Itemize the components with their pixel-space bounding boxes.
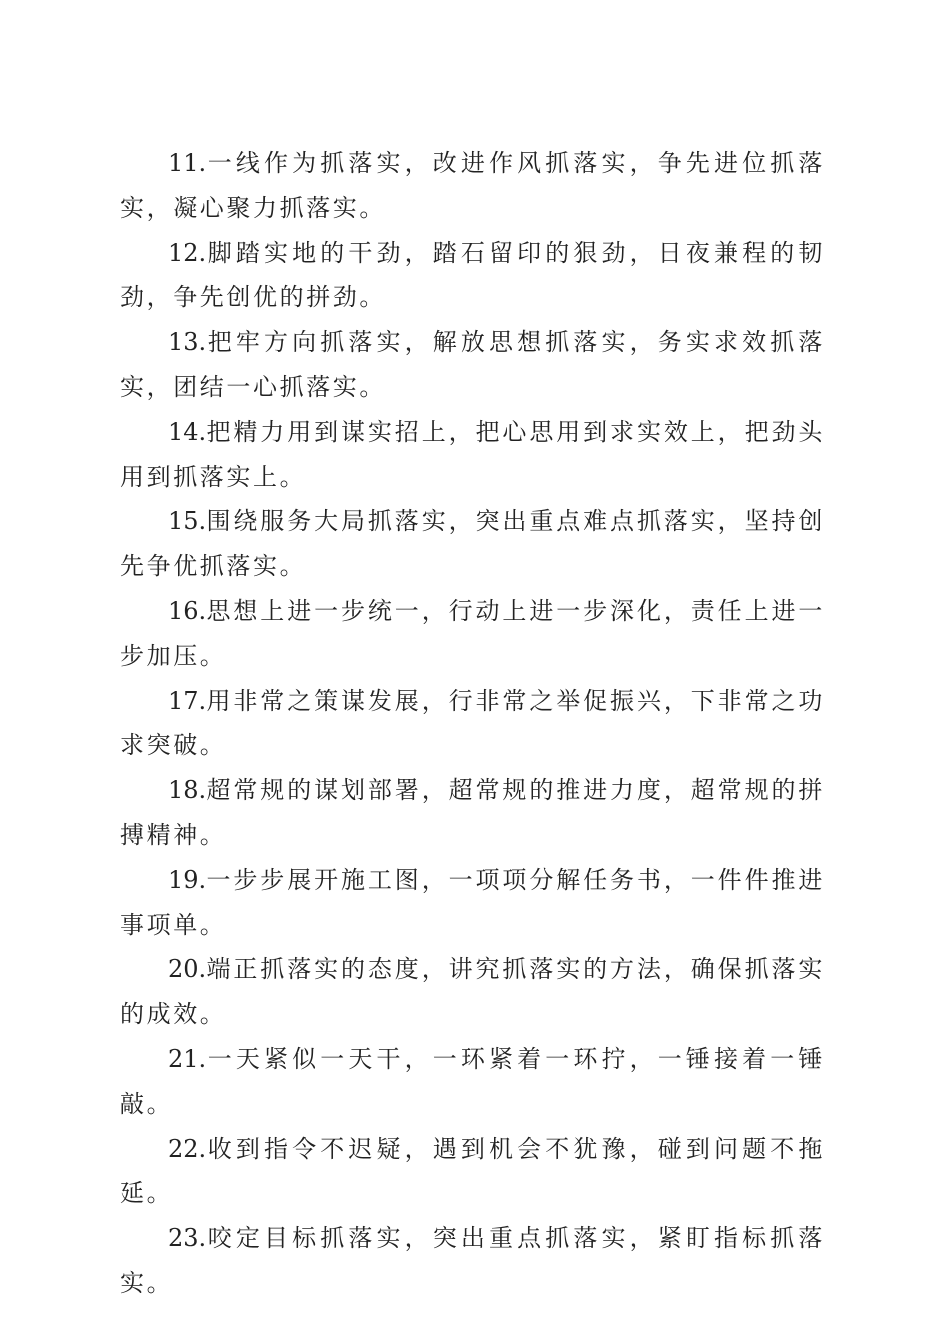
list-item bbox=[120, 858, 825, 948]
item-text: 一天紧似一天干，一环紧着一环拧，一锤接着一锤敲。 bbox=[120, 1044, 825, 1118]
item-text: 脚踏实地的干劲，踏石留印的狠劲，日夜兼程的韧劲，争先创优的拼劲。 bbox=[120, 238, 825, 312]
item-number: 21. bbox=[168, 1044, 207, 1073]
list-item bbox=[120, 410, 825, 500]
list-item bbox=[120, 141, 825, 231]
item-text: 咬定目标抓落实，突出重点抓落实，紧盯指标抓落实。 bbox=[120, 1224, 825, 1297]
document-body bbox=[120, 141, 825, 1306]
item-number: 15. bbox=[168, 507, 207, 536]
list-item bbox=[120, 231, 825, 321]
item-number: 16. bbox=[168, 596, 207, 625]
list-item bbox=[120, 768, 825, 858]
item-text: 围绕服务大局抓落实，突出重点难点抓落实，坚持创先争优抓落实。 bbox=[120, 507, 825, 581]
list-item bbox=[120, 1037, 825, 1127]
item-text: 把精力用到谋实招上，把心思用到求实效上，把劲头用到抓落实上。 bbox=[120, 417, 825, 491]
item-text: 收到指令不迟疑，遇到机会不犹豫，碰到问题不拖延。 bbox=[120, 1134, 825, 1208]
item-number: 19. bbox=[168, 865, 207, 894]
item-number: 20. bbox=[168, 955, 207, 984]
list-item bbox=[120, 499, 825, 589]
item-number: 13. bbox=[168, 328, 207, 357]
item-text: 把牢方向抓落实，解放思想抓落实，务实求效抓落实，团结一心抓落实。 bbox=[120, 328, 825, 401]
list-item bbox=[120, 320, 825, 410]
item-number: 23. bbox=[168, 1224, 207, 1253]
item-text: 用非常之策谋发展，行非常之举促振兴，下非常之功求突破。 bbox=[120, 686, 825, 760]
item-text: 一线作为抓落实，改进作风抓落实，争先进位抓落实，凝心聚力抓落实。 bbox=[120, 149, 825, 222]
item-text: 端正抓落实的态度，讲究抓落实的方法，确保抓落实的成效。 bbox=[120, 955, 825, 1029]
item-number: 22. bbox=[168, 1134, 207, 1163]
list-item bbox=[120, 1216, 825, 1306]
list-item bbox=[120, 679, 825, 769]
item-text: 思想上进一步统一，行动上进一步深化，责任上进一步加压。 bbox=[120, 596, 825, 670]
list-item bbox=[120, 1127, 825, 1217]
item-text: 超常规的谋划部署，超常规的推进力度，超常规的拼搏精神。 bbox=[120, 776, 825, 849]
item-text: 一步步展开施工图，一项项分解任务书，一件件推进事项单。 bbox=[120, 865, 825, 939]
list-item bbox=[120, 947, 825, 1037]
list-item bbox=[120, 589, 825, 679]
item-number: 14. bbox=[168, 417, 207, 446]
item-number: 11. bbox=[168, 149, 207, 177]
item-number: 18. bbox=[168, 776, 207, 805]
item-number: 17. bbox=[168, 686, 207, 715]
item-number: 12. bbox=[168, 238, 207, 267]
